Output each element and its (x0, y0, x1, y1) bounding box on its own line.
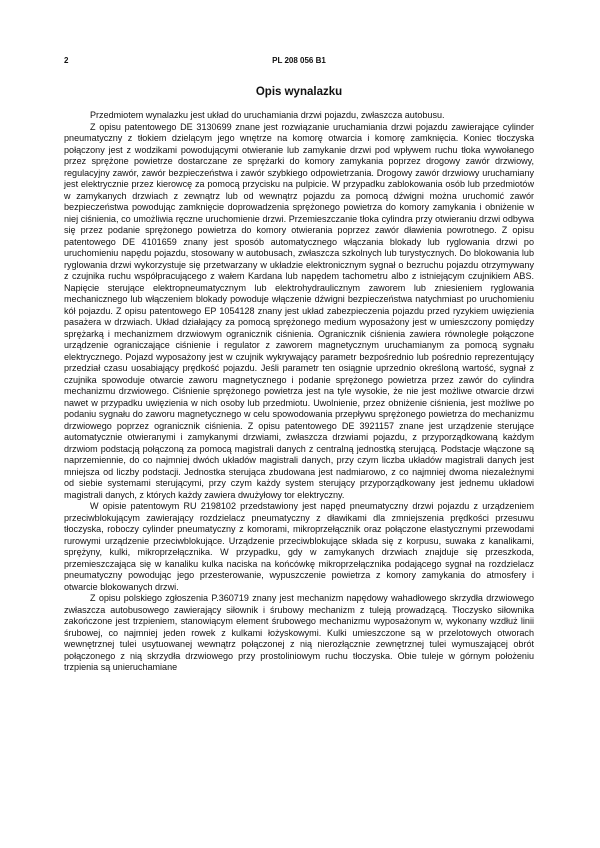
paragraph: Z opisu polskiego zgłoszenia P.360719 znany jest mechanizm napędowy wahadłowego skrzydła drzwiowego zwłaszcza autobusowego zawierający siłownik i śrubowy mechanizm z tuleją prowadzącą. Tłoczysko siłownika zakończone jest trzpieniem, stanowiącym element śrubowego mechanizmu wyposażonym w, wykonany wzdłuż linii śrubowej, co najmniej jeden rowek z kulkami łożyskowymi. Kulki umieszczone są w przelotowych otworach wewnętrznej tulei usytuowanej wewnątrz połączonej z nią nierozłącznie zewnętrznej tulei wymuszającej obrót połączonego z nią skrzydła drzwiowego przy prostoliniowym ruchu tłoczyska. Obie tuleje w górnym położeniu trzpienia są unieruchamiane (64, 593, 534, 672)
paragraph: Z opisu patentowego DE 3130699 znane jest rozwiązanie uruchamiania drzwi pojazdu zawierające cylinder pneumatyczny z tłokiem dzielącym jego wnętrze na komorę otwarcia i komorę zamknięcia. Koniec tłoczyska połączony jest z wodzikami powodującymi otwieranie lub zamykanie drzwi pod wpływem ruchu tłoka wywołanego przez sprężone powietrze dostarczane ze sprężarki do komory zamykania poprzez drogowy zawór drzwiowy, regulacyjny zawór, zawór bezpieczeństwa i zawór szybkiego odpowietrzania. Drogowy zawór drzwiowy uruchamiany jest elektrycznie przez kierowcę za pomocą przycisku na pulpicie. W przypadku zablokowania osób lub przedmiotów w zamykanych drzwiach z zewnątrz lub od wewnątrz pojazdu za pomocą dźwigni można uruchomić zawór bezpieczeństwa powodując zamknięcie doprowadzenia sprężonego powietrza do komory zamykania i obniżenie w niej ciśnienia, co umożliwia ręczne uruchomienie drzwi. Przemieszczanie tłoka cylindra przy otwieraniu drzwi odbywa się przez podanie sprężonego powietrza do komory otwierania poprzez zawór dławienia powrotnego. Z opisu patentowego DE 4101659 znany jest sposób automatycznego włączania blokady lub ryglowania drzwi po uruchomieniu napędu pojazdu, stosowany w autobusach, zwłaszcza szkolnych lub turystycznych. Do blokowania lub ryglowania drzwi wykorzystuje się przetwarzany w układzie elektronicznym sygnał o bezruchu pojazdu otrzymywany z czujnika ruchu współpracującego z wałem Kardana lub napędem tachometru albo z istniejącym czujnikiem ABS. Napięcie sterujące elektropneumatycznym lub elektrohydraulicznym zaworem lub zniesieniem ryglowania mechanicznego lub włączeniem blokady powoduje włączenie dźwigni bezpieczeństwa natychmiast po uruchomieniu kół pojazdu. Z opisu patentowego EP 1054128 znany jest układ zabezpieczenia pojazdu przed ryzykiem uwięzienia pasażera w drzwiach. Układ działający za pomocą sprężonego medium wyposażony jest w umieszczony pomiędzy sprężarką i mechanizmem drzwiowym ogranicznik ciśnienia. Ogranicznik ciśnienia zawiera równoległe połączone urządzenie ograniczające ciśnienie i regulator z zaworem magnetycznym uruchamianym za pomocą sygnału elektrycznego. Pojazd wyposażony jest w czujnik wykrywający parametr bezpośrednio lub pośrednio reprezentujący przedział czasu uosabiający prędkość pojazdu. Jeśli parametr ten osiągnie uprzednio określoną wartość, sygnał z czujnika spowoduje otwarcie zaworu magnetycznego i podanie sprężonego powietrza przez zawór do cylindra mechanizmu drzwiowego. Ciśnienie sprężonego powietrza jest na tyle wysokie, że nie jest możliwe otwarcie drzwi nawet w przypadku uwięzienia w nich osoby lub przedmiotu. Uwolnienie, przez obniżenie ciśnienia, jest możliwe po podaniu sygnału do zaworu magnetycznego w celu spowodowania przepływu sprężonego powietrza do mechanizmu drzwiowego poprzez ogranicznik ciśnienia. Z opisu patentowego DE 3921157 znane jest urządzenie sterujące automatycznie otwieranymi i zamykanymi drzwiami, zwłaszcza drzwiami pojazdu, z przyporządkowaną każdym drzwiom podstacją połączoną za pomocą magistrali danych z centralną jednostką sterującą. Podstacje włączone są naprzemiennie, do co najmniej dwóch układów magistrali danych, przy czym liczba układów magistrali danych jest mniejsza od liczby podstacji. Jednostka sterująca zbudowana jest nadmiarowo, z co najmniej dwoma niezależnymi od siebie systemami sterującymi, przy czym każdy system sterujący przyporządkowany jest jednemu układowi magistrali danych, z których każdy zawiera dwużyłowy tor elektryczny. (64, 121, 534, 500)
patent-reference: PL 208 056 B1 (272, 56, 326, 65)
page-header (64, 56, 534, 68)
paragraph: Przedmiotem wynalazku jest układ do uruchamiania drzwi pojazdu, zwłaszcza autobusu. (90, 110, 445, 120)
document-title: Opis wynalazku (255, 86, 343, 98)
page-number: 2 (64, 56, 69, 65)
document-body (64, 110, 534, 674)
paragraph: W opisie patentowym RU 2198102 przedstawiony jest napęd pneumatyczny drzwi pojazdu z urządzeniem przeciwblokującym zawierający rozdzielacz pneumatyczny z dławikami dla zmniejszenia prędkości przesuwu tłoczyska, roboczy cylinder pneumatyczny z komorami, mikroprzełącznik oraz połączone elastycznymi przewodami rurowymi urządzenie przeciwblokujące. Urządzenie przeciwblokujące składa się z korpusu, suwaka z kanalikami, sprężyny, kulki, mikroprzełącznika. W przypadku, gdy w zamykanych drzwiach znajduje się przeszkoda, przemieszczająca się w kanaliku kulka naciska na końcówkę mikroprzełącznika podającego sygnał na rozdzielacz pneumatyczny powodując jego przesterowanie, wypuszczenie powietrza z komory zamykania do atmosfery i otwarcie blokowanych drzwi. (64, 501, 534, 592)
